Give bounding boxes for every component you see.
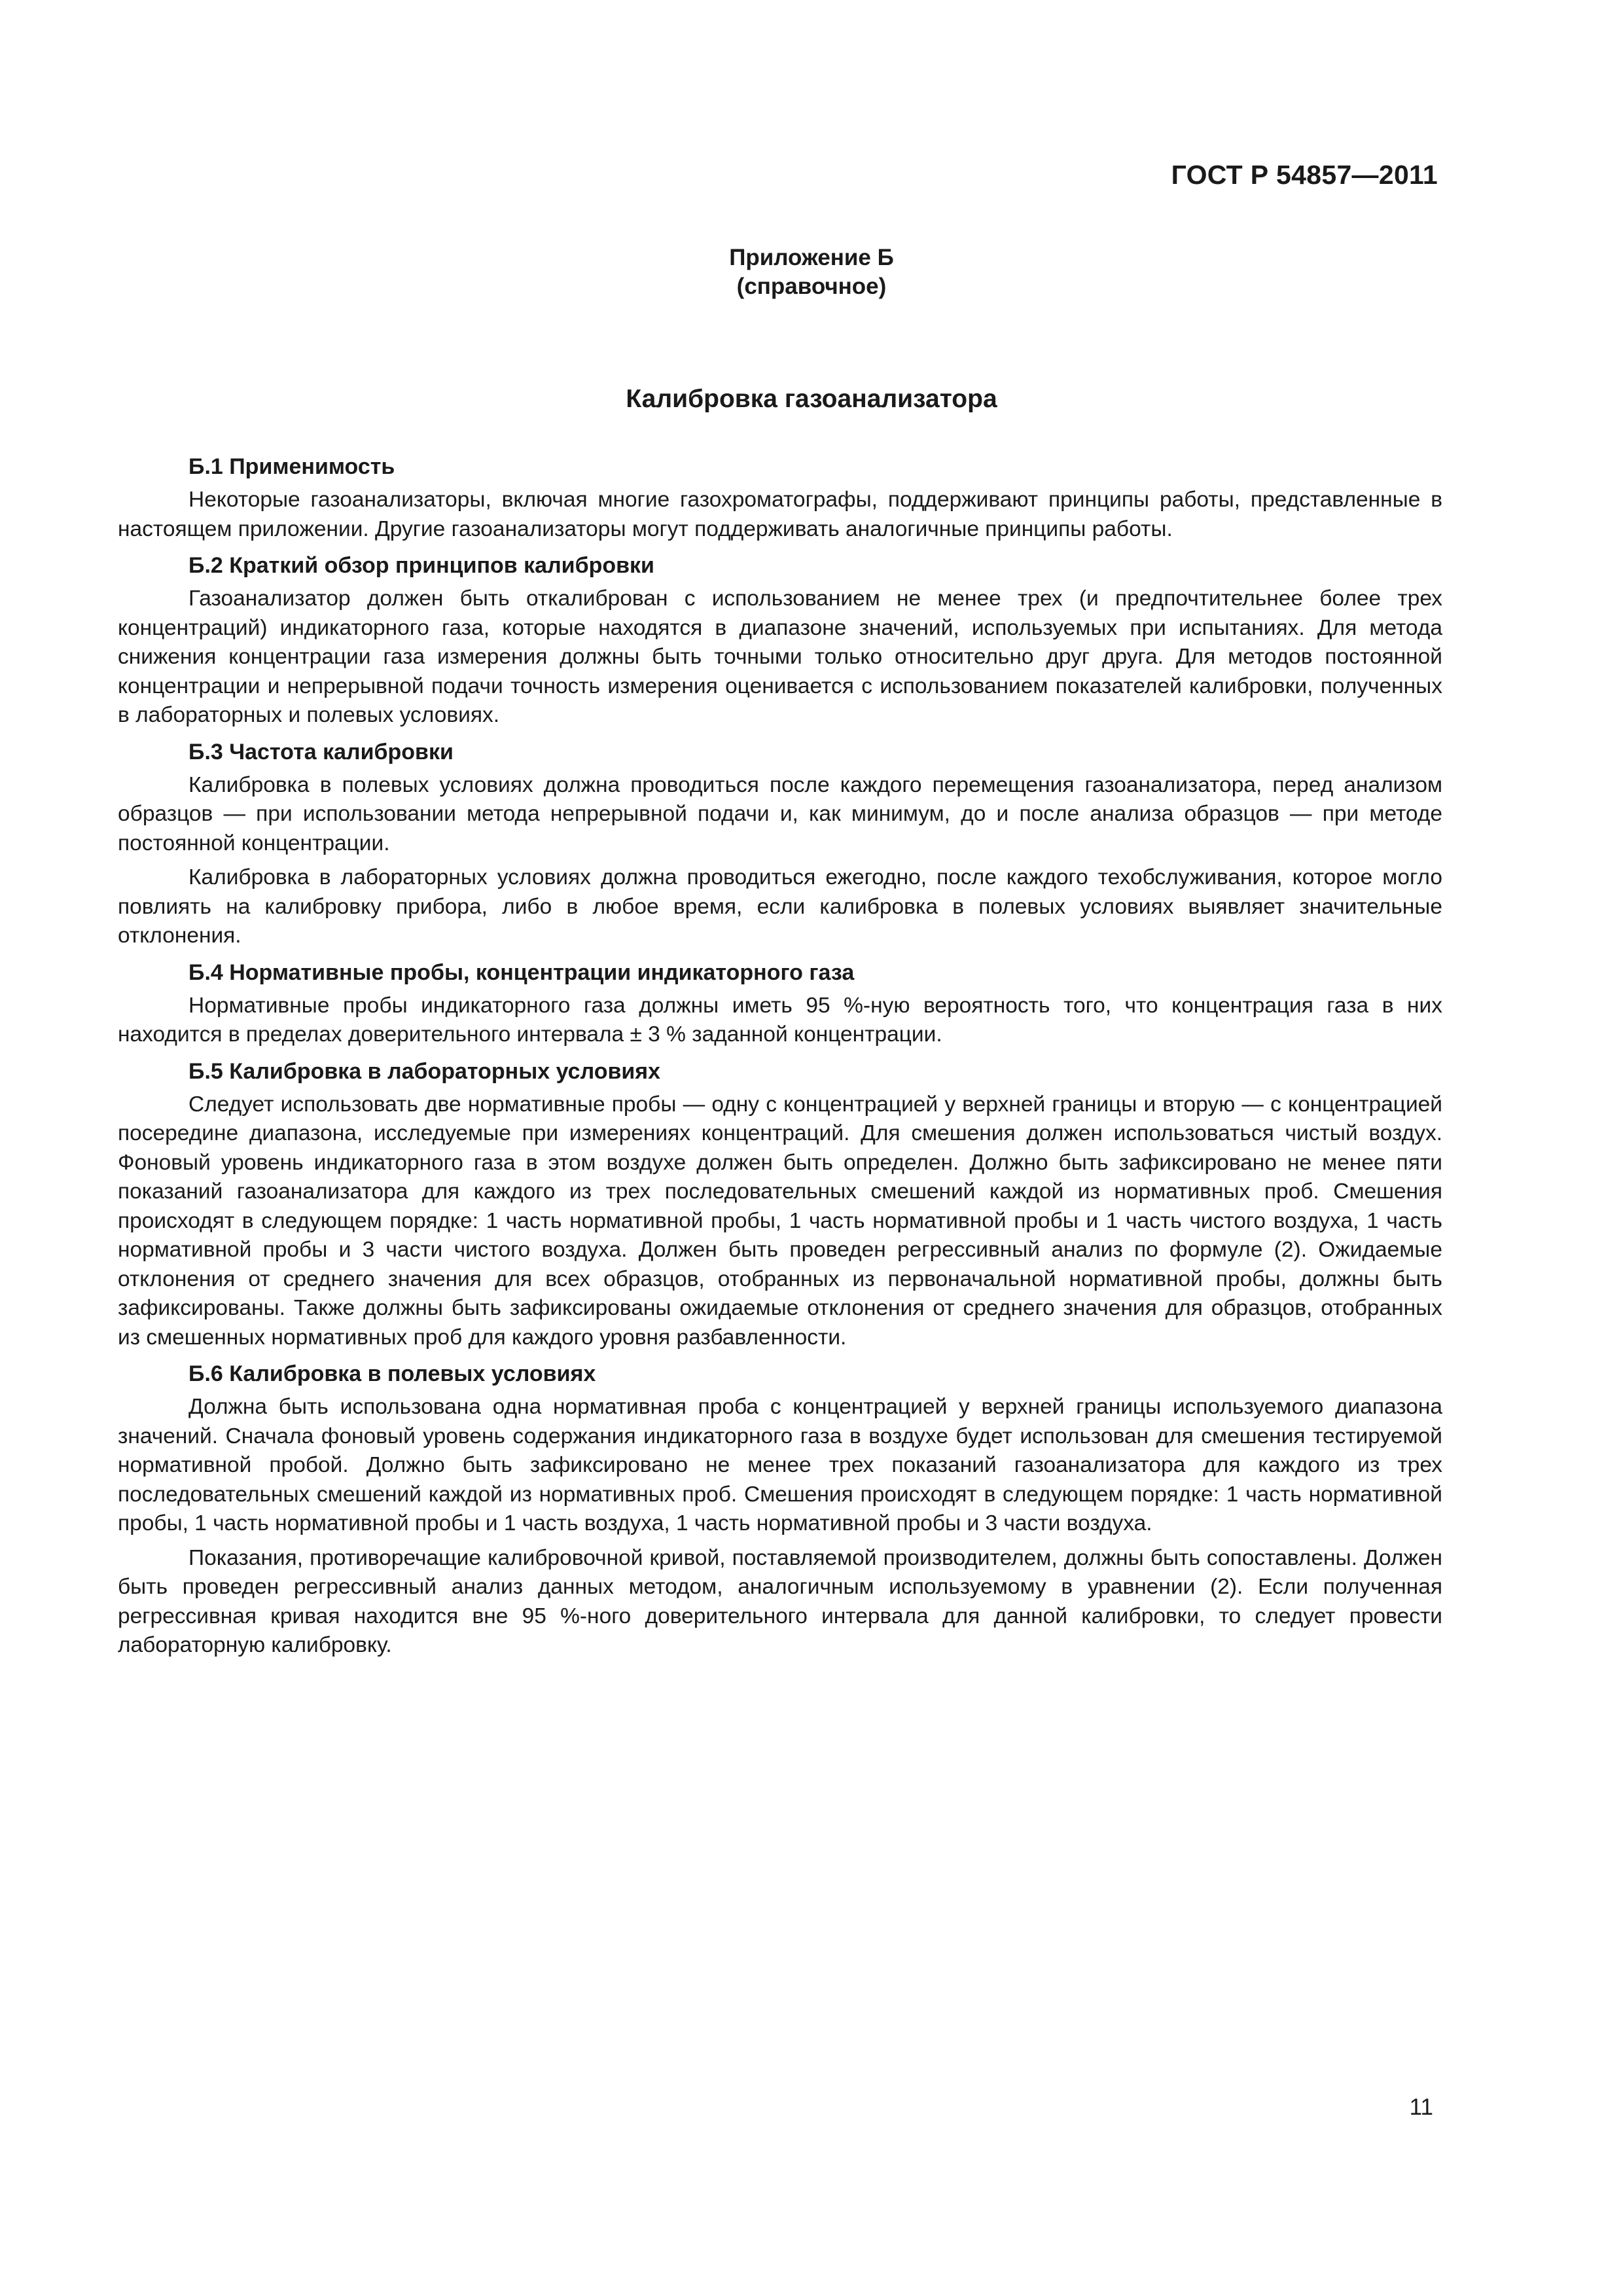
paragraph: Калибровка в полевых условиях должна проводиться после каждого перемещения газоанализатора, перед анализом образцов — при использовании метода непрерывной подачи и, как минимум, до и после анализа образцов — при методе постоянной концентрации. — [118, 772, 1442, 855]
section-heading: Б.4 Нормативные пробы, концентрации индикаторного газа — [188, 960, 855, 985]
page-number: 11 — [1409, 2094, 1433, 2120]
section-b2 — [118, 550, 1442, 730]
paragraph: Нормативные пробы индикаторного газа должны иметь 95 %-ную вероятность того, что концентрация газа в них находится в пределах доверительного интервала ± 3 % заданной концентрации. — [118, 993, 1442, 1047]
document-code: ГОСТ Р 54857—2011 — [1171, 160, 1438, 190]
appendix-type: (справочное) — [736, 274, 887, 299]
paragraph: Некоторые газоанализаторы, включая многие газохроматографы, поддерживают принципы работы, представленные в настоящем приложении. Другие газоанализаторы могут поддерживать аналогичные принципы работы. — [118, 488, 1442, 541]
appendix-label: Приложение Б — [729, 245, 894, 270]
section-heading: Б.1 Применимость — [188, 454, 395, 479]
section-heading: Б.2 Краткий обзор принципов калибровки — [188, 553, 654, 578]
paragraph: Показания, противоречащие калибровочной кривой, поставляемой производителем, должны быть сопоставлены. Должен быть проведен регрессивный анализ данных методом, аналогичным используемому в уравнении (2). Если полученная регрессивная кривая находится вне 95 %-ного доверительного интервала для данной калибровки, то следует провести лабораторную калибровку. — [118, 1545, 1442, 1657]
section-heading: Б.6 Калибровка в полевых условиях — [188, 1361, 596, 1386]
section-b5 — [118, 1056, 1442, 1353]
document-body — [118, 452, 1442, 1667]
section-heading: Б.3 Частота калибровки — [188, 739, 454, 764]
paragraph: Должна быть использована одна нормативная проба с концентрацией у верхней границы используемого диапазона значений. Сначала фоновый уровень содержания индикаторного газа в воздухе будет использован для смешения тестируемой нормативной пробой. Должно быть зафиксировано не менее трех показаний газоанализатора для каждого из трех последовательных смешений каждой из нормативных проб. Смешения происходят в следующем порядке: 1 часть нормативной пробы, 1 часть нормативной пробы и 1 часть воздуха, 1 часть нормативной пробы и 3 части воздуха. — [118, 1395, 1442, 1535]
section-heading: Б.5 Калибровка в лабораторных условиях — [188, 1058, 661, 1084]
section-b6 — [118, 1359, 1442, 1660]
appendix-header — [0, 243, 1623, 301]
page-title: Калибровка газоанализатора — [626, 385, 997, 413]
section-b1 — [118, 452, 1442, 544]
paragraph: Следует использовать две нормативные пробы — одну с концентрацией у верхней границы и вторую — с концентрацией посередине диапазона, исследуемые при измерениях концентраций. Для смешения должен использоваться чистый воздух. Фоновый уровень индикаторного газа в этом воздухе должен быть определен. Должно быть зафиксировано не менее пяти показаний газоанализатора для каждого из трех последовательных смешений каждой из нормативных проб. Смешения происходят в следующем порядке: 1 часть нормативной пробы, 1 часть нормативной пробы и 1 часть чистого воздуха, 1 часть нормативной пробы и 3 части чистого воздуха. Должен быть проведен регрессивный анализ по формуле (2). Ожидаемые отклонения от среднего значения для всех образцов, отобранных из первоначальной нормативной пробы, должны быть зафиксированы. Также должны быть зафиксированы ожидаемые отклонения от среднего значения для образцов, отобранных из смешенных нормативных проб для каждого уровня разбавленности. — [118, 1092, 1442, 1350]
paragraph: Калибровка в лабораторных условиях должна проводиться ежегодно, после каждого техобслуживания, которое могло повлиять на калибровку прибора, либо в любое время, если калибровка в полевых условиях выявляет значительные отклонения. — [118, 865, 1442, 948]
section-b3 — [118, 737, 1442, 951]
paragraph: Газоанализатор должен быть откалиброван с использованием не менее трех (и предпочтительнее более трех концентраций) индикаторного газа, которые находятся в диапазоне значений, используемых при испытаниях. Для метода снижения концентрации газа измерения должны быть точными только относительно друг друга. Для методов постоянной концентрации и непрерывной подачи точность измерения оценивается с использованием показателей калибровки, полученных в лабораторных и полевых условиях. — [118, 586, 1442, 727]
section-b4 — [118, 958, 1442, 1050]
